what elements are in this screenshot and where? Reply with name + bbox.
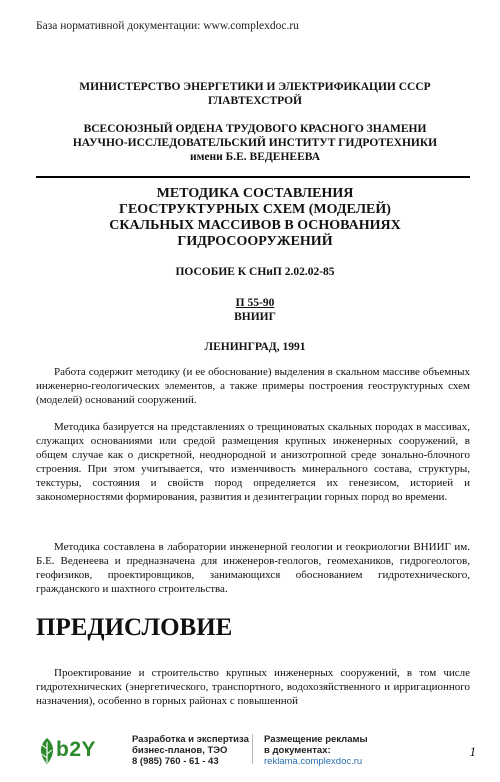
logo-text: b2Y	[56, 738, 97, 761]
ministry-block	[40, 80, 470, 108]
footer-advert	[264, 734, 368, 767]
organization: ВНИИГ	[234, 311, 276, 323]
title-line: СКАЛЬНЫХ МАССИВОВ В ОСНОВАНИЯХ	[109, 218, 401, 233]
ministry-line: МИНИСТЕРСТВО ЭНЕРГЕТИКИ И ЭЛЕКТРИФИКАЦИИ СССР	[79, 81, 431, 93]
divider	[36, 176, 470, 178]
paragraph: Методика базируется на представлениях о трещиноватых скальных породах в массивах, служащих основаниями или средой размещения крупных инженерных сооружений, в общем случае как о дискретной, неоднородной и анизотропной среде зонально-блочного строения. При этом учитывается, что изменчивость минерального состава, структуры, текстуры, состояния и свойств пород определяется их генезисом, историей и закономерностями формирования, развития и дезинтеграции горных пород во времени.	[36, 421, 470, 503]
document-title	[40, 186, 470, 250]
footer-banner	[36, 732, 476, 772]
manual-reference: ПОСОБИЕ К СНиП 2.02.02-85	[175, 266, 335, 278]
footer-link[interactable]: reklama.complexdoc.ru	[264, 756, 363, 767]
footer-phone[interactable]: 8 (985) 760 - 61 - 43	[132, 756, 219, 767]
header-note[interactable]: База нормативной документации: www.complexdoc.ru	[36, 20, 299, 32]
paragraph: Работа содержит методику (и ее обоснование) выделения в скальном массиве объемных инженерно-геологических элементов, а также примеры построения геоструктурных схем (моделей) оснований сооружений.	[36, 366, 470, 406]
ministry-line: ГЛАВТЕХСТРОЙ	[207, 95, 302, 107]
footer-line: в документах:	[264, 745, 331, 756]
leaf-icon	[36, 736, 58, 766]
city-year: ЛЕНИНГРАД, 1991	[204, 341, 306, 353]
footer-separator	[252, 734, 257, 764]
document-code-block	[40, 296, 470, 324]
title-line: ГЕОСТРУКТУРНЫХ СХЕМ (МОДЕЛЕЙ)	[119, 202, 391, 217]
preface-heading: ПРЕДИСЛОВИЕ	[36, 614, 233, 641]
footer-line: Размещение рекламы	[264, 734, 368, 745]
institute-line: ВСЕСОЮЗНЫЙ ОРДЕНА ТРУДОВОГО КРАСНОГО ЗНАМЕНИ	[83, 123, 427, 135]
institute-block	[40, 122, 470, 164]
title-line: МЕТОДИКА СОСТАВЛЕНИЯ	[156, 186, 354, 201]
page-number: 1	[469, 744, 476, 759]
title-line: ГИДРОСООРУЖЕНИЙ	[177, 234, 333, 249]
institute-line: имени Б.Е. ВЕДЕНЕЕВА	[189, 151, 321, 163]
footer-line: Разработка и экспертиза	[132, 734, 249, 745]
footer-line: бизнес-планов, ТЭО	[132, 745, 228, 756]
preface-paragraph: Проектирование и строительство крупных инженерных сооружений, в том числе гидротехнических (энергетического, транспортного, водохозяйственного и ирригационного назначения), особенно в горных районах с повышенной	[36, 667, 470, 707]
document-code: П 55-90	[235, 297, 275, 309]
institute-line: НАУЧНО-ИССЛЕДОВАТЕЛЬСКИЙ ИНСТИТУТ ГИДРОТЕХНИКИ	[72, 137, 438, 149]
b2y-logo[interactable]	[36, 736, 122, 766]
footer-services	[132, 734, 249, 767]
paragraph: Методика составлена в лаборатории инженерной геологии и геокриологии ВНИИГ им. Б.Е. Веденеева и предназначена для инженеров-геологов, геомехаников, гидрогеологов, геофизиков, проектировщиков, занимающихся обоснованием гидротехнического, гражданского и шахтного строительства.	[36, 541, 470, 595]
